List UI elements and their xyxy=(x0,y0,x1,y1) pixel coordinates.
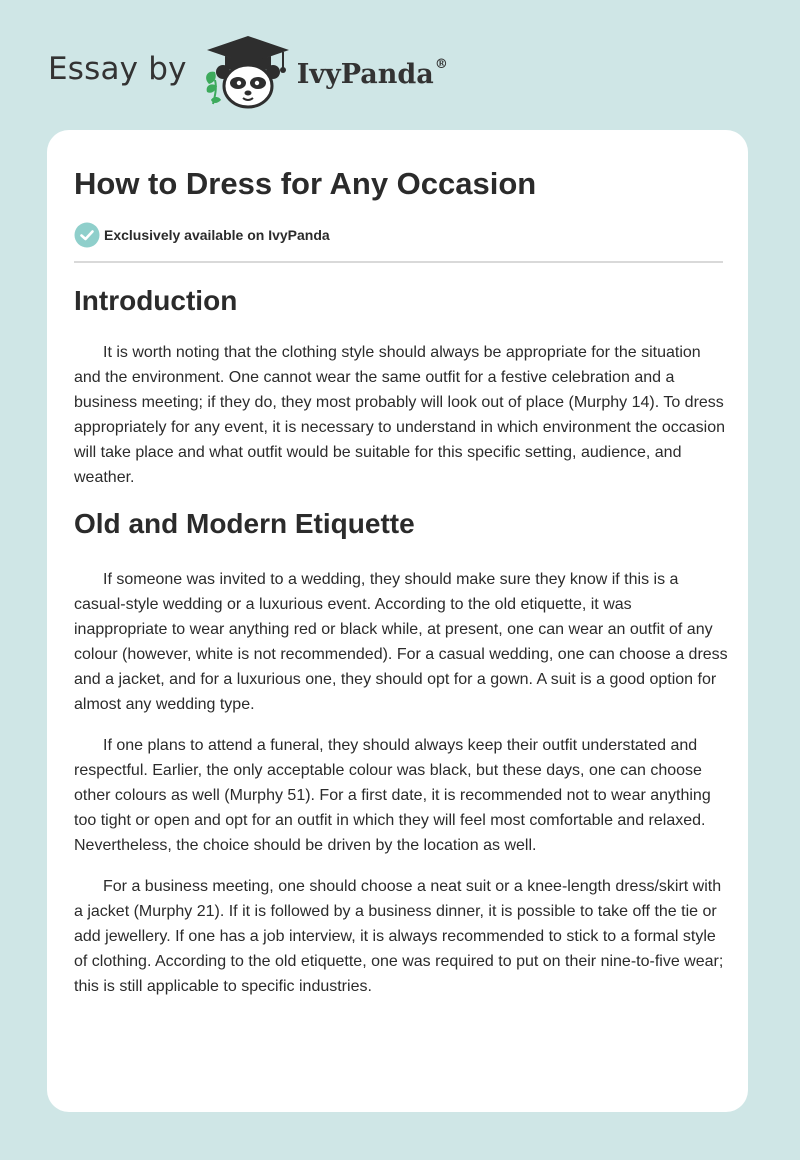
check-circle-icon xyxy=(74,222,100,248)
page-title: How to Dress for Any Occasion xyxy=(74,166,537,201)
paragraph: It is worth noting that the clothing style should always be appropriate for the situation and the environment. One cannot wear the same outfit for a festive celebration and a business meeting; if they do, they most probably will look out of place (Murphy 14). To dress appropriately for any event, it is necessary to understand in which environment the occasion will take place and what outfit would be suitable for this specific setting, audience, and weather. xyxy=(74,344,726,486)
paragraph: If someone was invited to a wedding, they should make sure they know if this is a casual-style wedding or a luxurious event. According to the old etiquette, it was inappropriate to wear anything red or black while, at present, one can wear an outfit of any colour (however, white is not recommended). For a casual wedding, one can choose a dress and a jacket, and for a luxurious one, they should opt for a gown. A suit is a good option for almost any wedding type. xyxy=(74,571,728,713)
exclusive-badge-label: Exclusively available on IvyPanda xyxy=(104,227,330,243)
brand-header[interactable] xyxy=(48,34,448,110)
brand-name: IvyPanda® xyxy=(296,56,448,90)
section-heading-etiquette: Old and Modern Etiquette xyxy=(74,508,415,539)
essay-card xyxy=(47,130,748,1112)
section-heading-introduction: Introduction xyxy=(74,285,238,316)
essay-by-label: Essay by xyxy=(48,51,187,87)
exclusive-badge xyxy=(74,222,330,248)
paragraph: If one plans to attend a funeral, they should always keep their outfit understated and respectful. Earlier, the only acceptable colour was black, but these days, one can choose other colours as well (Murphy 51). For a first date, it is recommended not to wear anything too tight or open and opt for an outfit in which they will feel most comfortable and relaxed. Nevertheless, the choice should be driven by the location as well. xyxy=(74,737,711,854)
essay-body xyxy=(74,276,729,1015)
paragraph: For a business meeting, one should choose a neat suit or a knee-length dress/skirt with a jacket (Murphy 21). If it is followed by a business dinner, it is possible to take off the tie or add jewellery. If one has a job interview, it is always recommended to stick to a formal style of clothing. According to the old etiquette, one was required to put on their nine-to-five wear; this is still applicable to specific industries. xyxy=(74,878,724,995)
title-divider xyxy=(74,261,723,263)
panda-graduate-icon xyxy=(203,34,293,110)
